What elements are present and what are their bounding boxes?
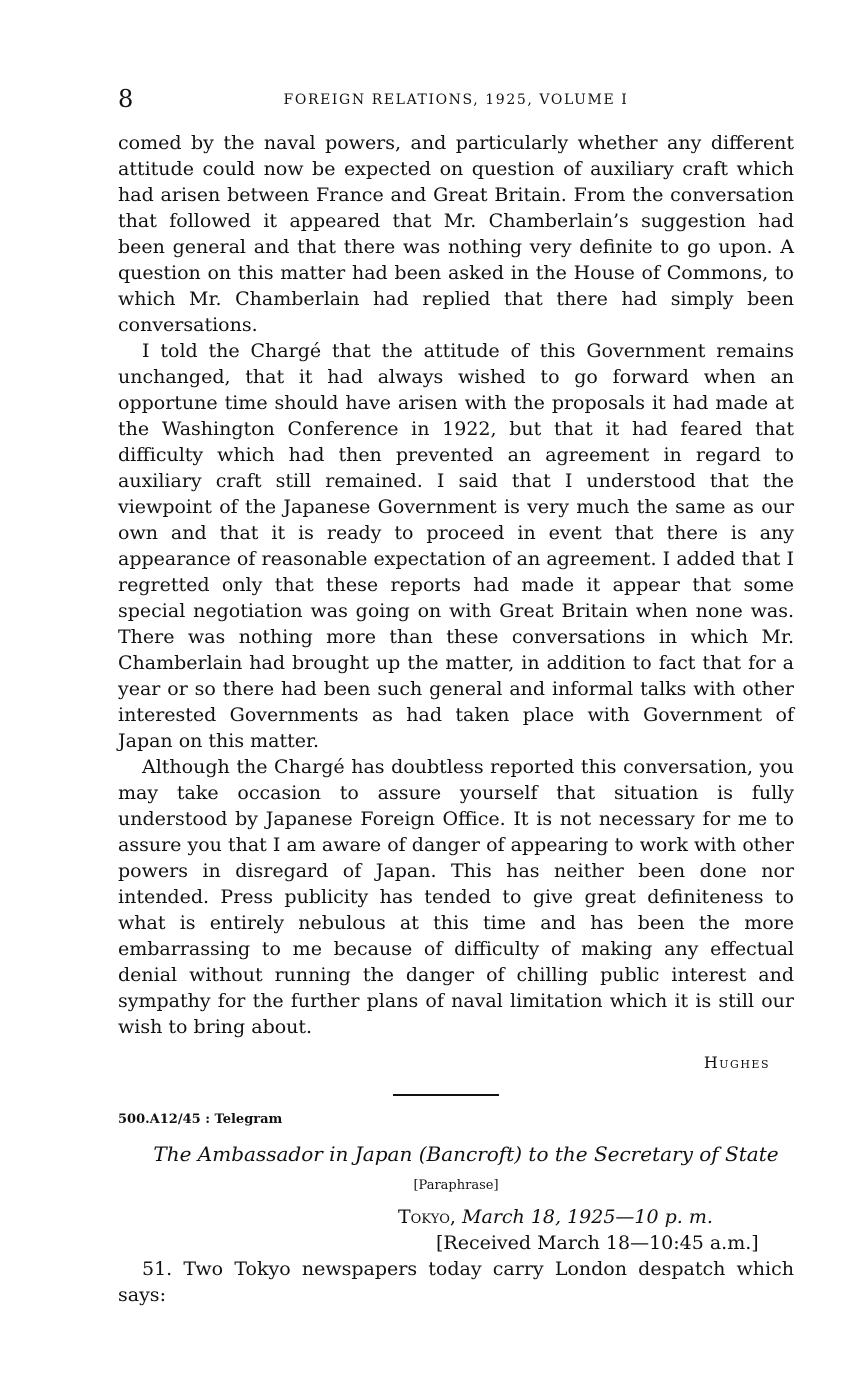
dateline-date: March 18, 1925—10 p. m. — [462, 1206, 713, 1228]
telegram-opening-paragraph: 51. Two Tokyo newspapers today carry London despatch which says: — [118, 1258, 794, 1306]
signature: Hughes — [703, 1053, 770, 1072]
paragraph-continued: comed by the naval powers, and particularly whether any different attitude could now be expected on question of auxiliary craft which had arisen between France and Great Britain. From the conversation that followed it appeared that Mr. Chamberlain’s suggestion had been general and that there was nothing very definite to go upon. A question on this matter had been asked in the House of Commons, to which Mr. Chamberlain had replied that there had simply been conversations. — [118, 132, 794, 336]
file-number: 500.A12/45 : Telegram — [118, 1112, 283, 1127]
running-head: FOREIGN RELATIONS, 1925, VOLUME I — [283, 92, 629, 108]
dateline — [118, 1204, 794, 1230]
document-page — [118, 84, 794, 1308]
document-title: The Ambassador in Japan (Bancroft) to the Secretary of State — [153, 1142, 779, 1166]
paraphrase-note: [Paraphrase] — [413, 1178, 499, 1193]
paragraph: Although the Chargé has doubtless reported this conversation, you may take occasion to assure yourself that situation is fully understood by Japanese Foreign Office. It is not necessary for me to assure you that I am aware of danger of appearing to work with other powers in disregard of Japan. This has neither been done nor intended. Press publicity has tended to give great definiteness to what is entirely nebulous at this time and has been the more embarrassing to me because of difficulty of making any effectual denial without running the danger of chilling public interest and sympathy for the further plans of naval limitation which it is still our wish to bring about. — [118, 756, 794, 1038]
section-divider — [393, 1094, 499, 1096]
dateline-place: Tokyo, — [398, 1206, 456, 1228]
paragraph: I told the Chargé that the attitude of this Government remains unchanged, that it had always wished to go forward when an opportune time should have arisen with the proposals it had made at the Washington Conference in 1922, but that it had feared that difficulty which had then prevented an agreement in regard to auxiliary craft still remained. I said that I understood that the viewpoint of the Japanese Government is very much the same as our own and that it is ready to proceed in event that there is any appearance of reasonable expectation of an agreement. I added that I regretted only that these reports had made it appear that some special negotiation was going on with Great Britain when none was. There was nothing more than these conversations in which Mr. Chamberlain had brought up the matter, in addition to fact that for a year or so there had been such general and informal talks with other interested Governments as had taken place with Government of Japan on this matter. — [118, 340, 794, 752]
received-line: [Received March 18—10:45 a.m.] — [436, 1232, 759, 1254]
body-text — [118, 130, 794, 1040]
page-number: 8 — [118, 85, 134, 113]
page-header — [118, 84, 794, 118]
